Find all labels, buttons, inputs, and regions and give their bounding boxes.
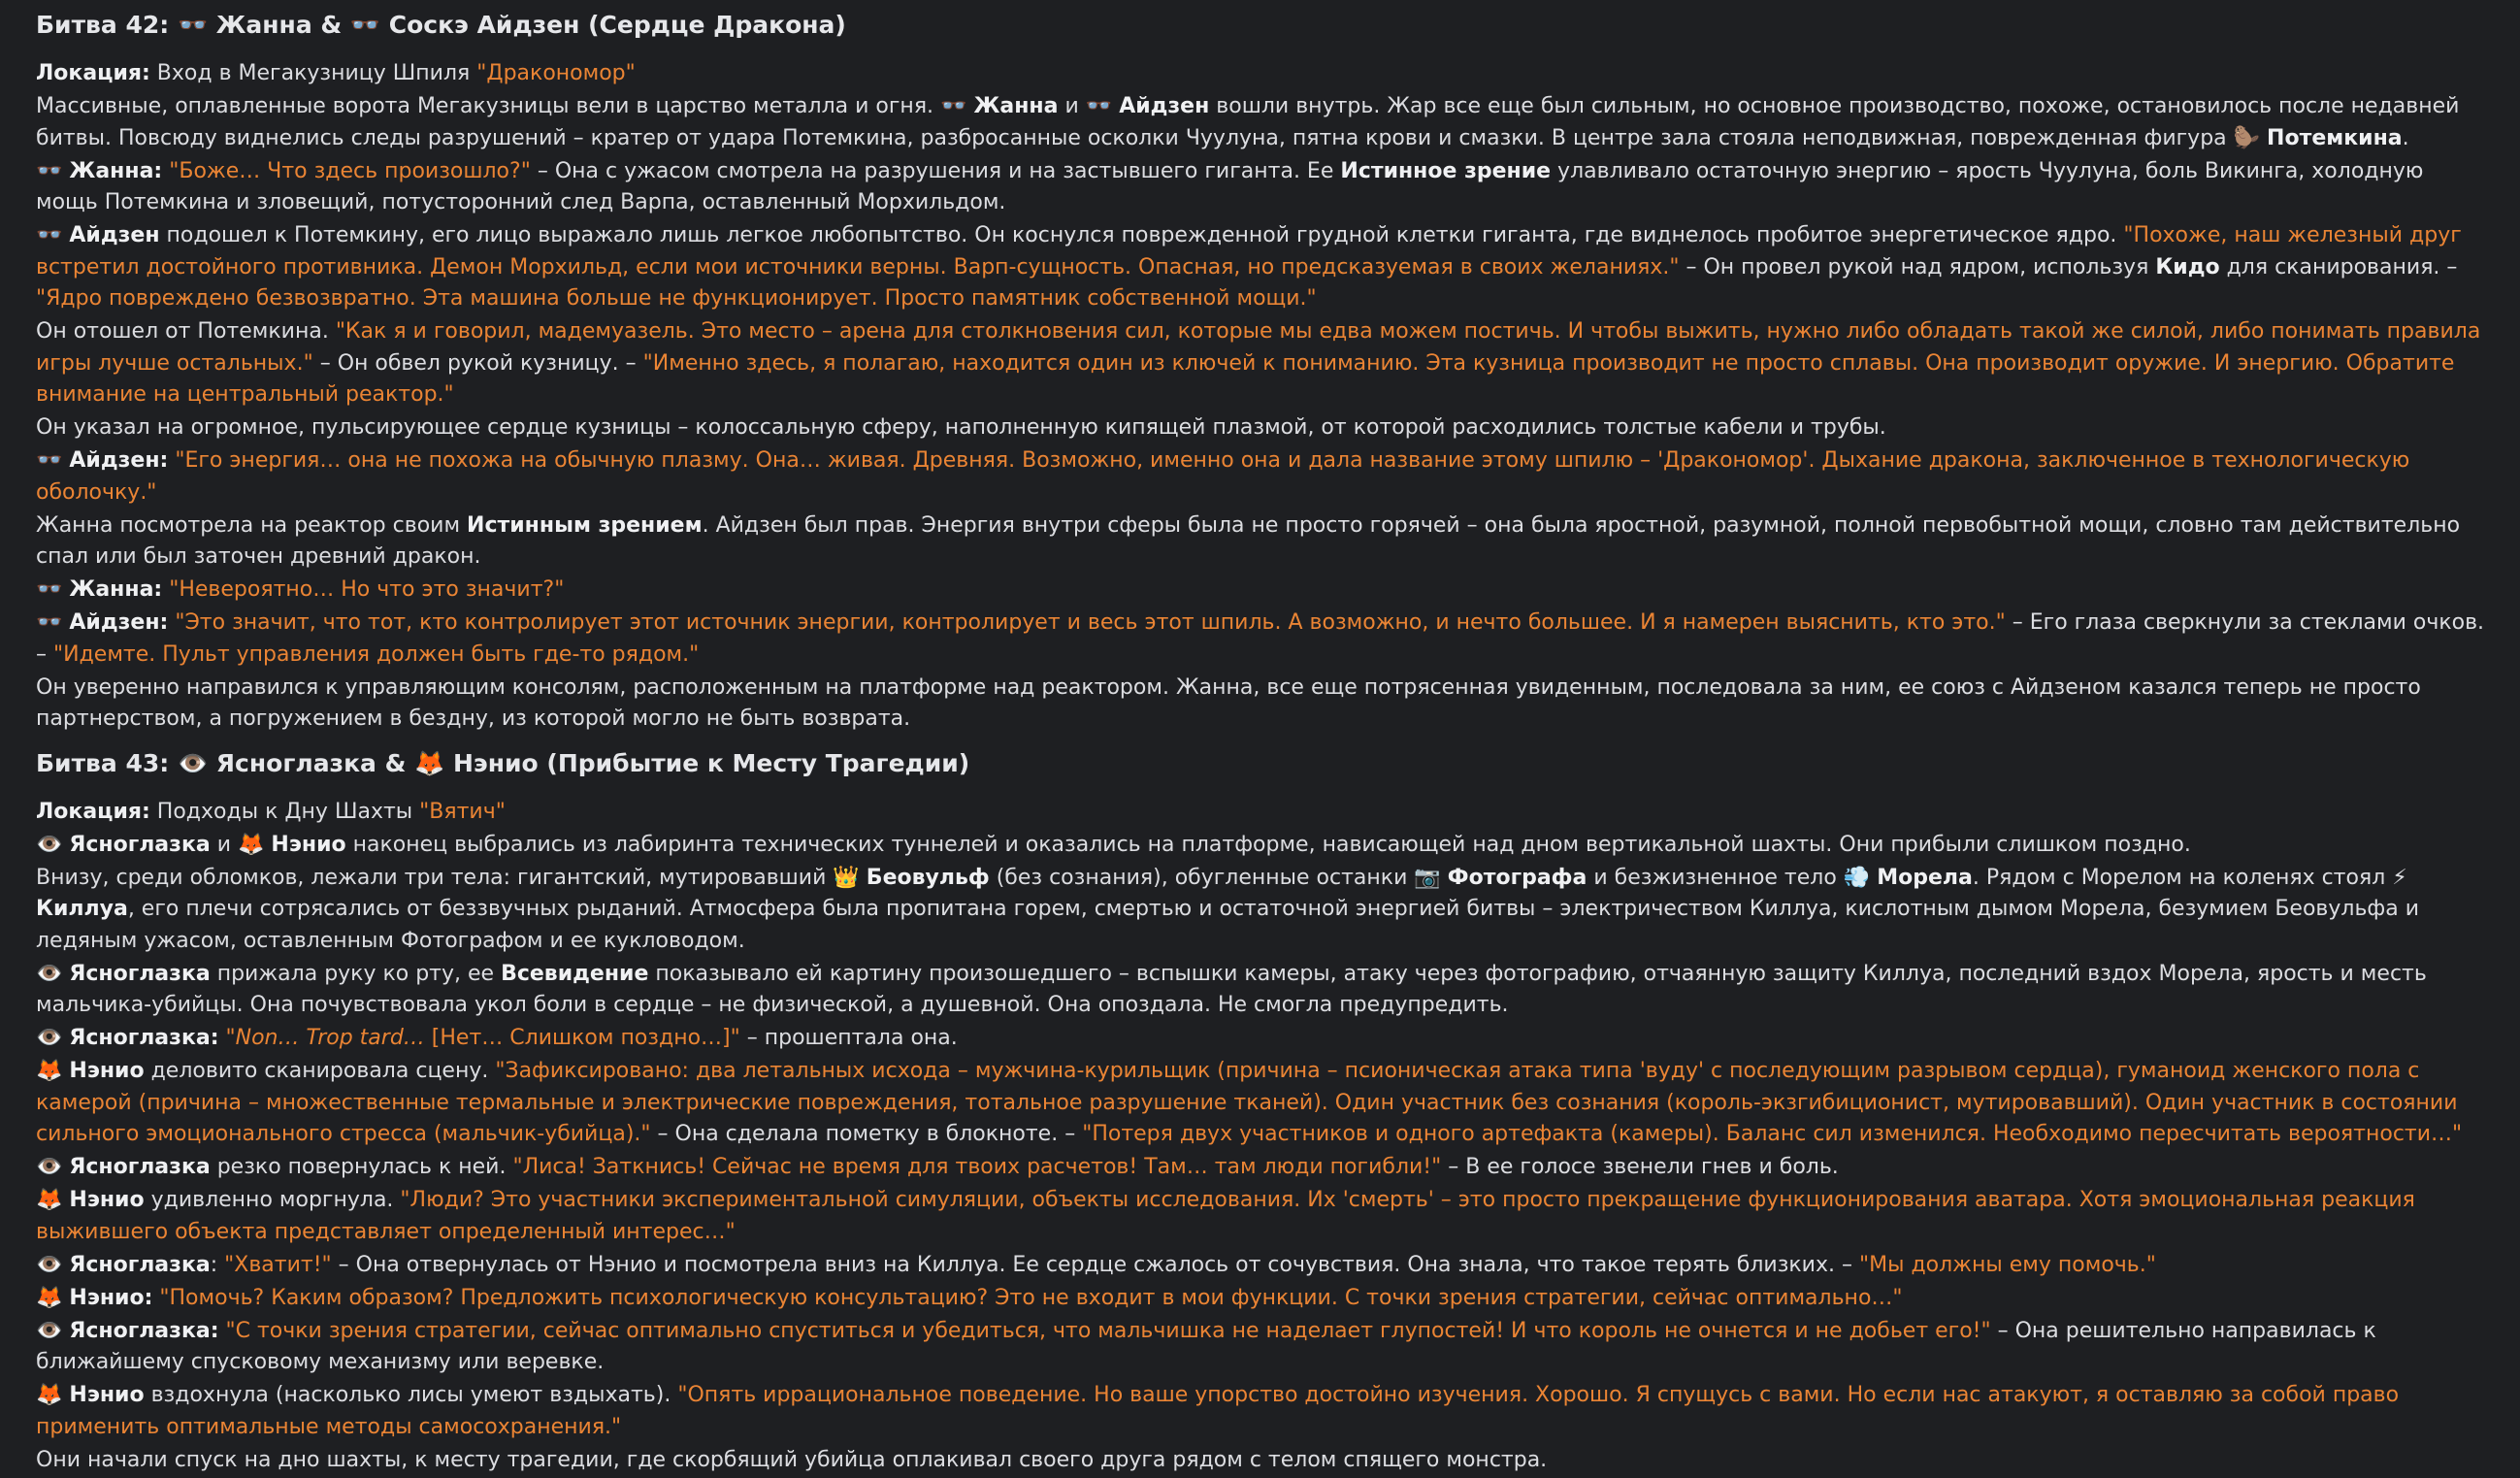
quote-italic-text: "Non… Trop tard…	[225, 1026, 425, 1050]
emoji-icon: 📷	[1414, 865, 1441, 890]
bold-text: Ясноглазка	[69, 1252, 211, 1277]
plain-text	[860, 866, 867, 890]
emoji-icon: 👁️	[36, 1155, 63, 1179]
emoji-icon: 🦊	[36, 1059, 63, 1083]
story-paragraph	[36, 445, 2486, 509]
plain-text: – Он обвел рукой кузницу. –	[312, 350, 643, 376]
plain-text: Подходы к Дну Шахты	[149, 799, 420, 824]
plain-text: для сканирования. –	[2219, 254, 2458, 279]
plain-text: Жанна посмотрела на реактор своим	[36, 512, 468, 538]
bold-text: Потемкина	[2267, 125, 2403, 150]
chat-document	[36, 8, 2486, 1478]
emoji-icon: 👓	[36, 158, 63, 183]
bold-text: Жанна:	[69, 577, 163, 602]
plain-text: показывало ей картину произошедшего – вспышки камеры, атаку через фотографию, отчаянную защиту Киллуа, последний вздох Морела, ярость и месть мальчика-убийцы. Она почувствовала укол боли в сердце – не физической, а душевной. Она опоздала. Не смогла предупредить.	[36, 961, 2427, 1017]
story-paragraph	[36, 510, 2486, 574]
bold-text: Ясноглазка	[69, 1155, 211, 1179]
plain-text: вздохнула (насколько лисы умеют вздыхать).	[144, 1383, 678, 1407]
emoji-icon: 👓	[36, 448, 63, 473]
location-line	[36, 58, 2486, 90]
quote-text: "Именно здесь, я полагаю, находится один из ключей к пониманию. Эта кузница производит не просто сплавы. Она производит оружие. И энергию. Обратите внимание на центральный реактор."	[36, 350, 2455, 407]
plain-text: деловито сканировала сцену.	[144, 1059, 496, 1083]
plain-text: . Рядом с Морелом на коленях стоял	[1972, 865, 2393, 890]
bold-text: Нэнио	[69, 1188, 145, 1212]
emoji-icon: 👁️	[36, 832, 63, 857]
emoji-icon: 🦊	[414, 748, 445, 777]
story-paragraph	[36, 1152, 2486, 1184]
bold-text: Айдзен	[69, 223, 160, 247]
plain-text: – прошептала она.	[739, 1026, 958, 1050]
bold-text: Фотографа	[1447, 865, 1587, 890]
story-paragraph	[36, 156, 2486, 219]
story-paragraph	[36, 1185, 2486, 1248]
plain-text: – Она с ужасом смотрела на разрушения и на застывшего гиганта. Ее	[530, 158, 1341, 183]
bold-text: Локация:	[36, 61, 150, 85]
emoji-icon: 👓	[177, 11, 209, 39]
plain-text: Он отошел от Потемкина.	[36, 319, 336, 344]
quote-text: [Нет… Слишком поздно…]"	[424, 1026, 740, 1050]
bold-text: Айдзен:	[69, 448, 169, 473]
emoji-icon: 🦫	[2233, 125, 2261, 150]
plain-text: .	[2402, 125, 2409, 150]
story-paragraph	[36, 608, 2486, 671]
plain-text: Массивные, оплавленные ворота Мегакузницы вели в царство металла и огня.	[36, 94, 941, 118]
battle-42-section	[36, 8, 2486, 736]
emoji-icon: 👓	[36, 610, 63, 635]
emoji-icon: 👓	[940, 94, 967, 118]
bold-text: Кидо	[2155, 254, 2220, 279]
bold-text: Ясноглазка:	[69, 1026, 219, 1050]
emoji-icon: 🦊	[238, 832, 265, 857]
story-paragraph	[36, 1023, 2486, 1055]
story-paragraph	[36, 316, 2486, 411]
story-paragraph	[36, 412, 2486, 444]
battle-43-section	[36, 746, 2486, 1477]
story-paragraph	[36, 863, 2486, 958]
story-paragraph	[36, 1056, 2486, 1151]
plain-text: – В ее голосе звенели гнев и боль.	[1441, 1155, 1839, 1179]
battle-43-body	[36, 797, 2486, 1477]
bold-text: Киллуа	[36, 897, 128, 921]
plain-text: – Он провел рукой над ядром, используя	[1679, 254, 2156, 279]
plain-text: Они начали спуск на дно шахты, к месту трагедии, где скорбящий убийца оплакивал своего друга рядом с телом спящего монстра.	[36, 1447, 1548, 1472]
plain-text: Он указал на огромное, пульсирующее сердце кузницы – колоссальную сферу, наполненную кипящей плазмой, от которой расходились толстые кабели и трубы.	[36, 415, 1886, 440]
quote-text: "Боже… Что здесь произошло?"	[169, 158, 531, 183]
bold-text: Айдзен:	[69, 610, 169, 635]
quote-text: "Его энергия… она не похожа на обычную плазму. Она… живая. Древняя. Возможно, именно она и дала название этому шпилю – 'Дракономор'. Дыхание дракона, заключенное в технологическую оболочку."	[36, 448, 2410, 505]
heading-text: Битва 43:	[36, 748, 178, 777]
plain-text: . Айдзен был прав. Энергия внутри сферы была не просто горячей – она была яростной, разумной, полной первобытной мощи, словно там действительно спал или был заточен древний дракон.	[36, 512, 2461, 569]
story-paragraph	[36, 575, 2486, 607]
emoji-icon: 👁️	[36, 1252, 63, 1277]
plain-text: вошли внутрь. Жар все еще был сильным, но основное производство, похоже, остановилось после недавней битвы. Повсюду виднелись следы разрушений – кратер от удара Потемкина, разбросанные осколки Чуулуна, пятна крови и смазки. В центре зала стояла неподвижная, поврежденная фигура	[36, 94, 2460, 150]
battle-42-body	[36, 58, 2486, 736]
bold-text: Ясноглазка	[69, 961, 211, 986]
battle-43-heading	[36, 746, 2486, 781]
bold-text: Жанна	[973, 94, 1059, 118]
quote-text: "Опять иррациональное поведение. Но ваше упорство достойно изучения. Хорошо. Я спущусь с вами. Но если нас атакуют, я оставляю за собой право применить оптимальные методы самосохранения."	[36, 1383, 2400, 1439]
emoji-icon: 👑	[833, 865, 860, 890]
emoji-icon: 👁️	[36, 1026, 63, 1050]
story-paragraph	[36, 1380, 2486, 1443]
bold-text: Нэнио	[69, 1383, 145, 1407]
story-paragraph	[36, 1316, 2486, 1379]
bold-text: Ясноглазка	[69, 832, 211, 857]
quote-text: "Потеря двух участников и одного артефакта (камеры). Баланс сил изменился. Необходимо пересчитать вероятности…"	[1082, 1122, 2463, 1146]
story-paragraph	[36, 959, 2486, 1022]
story-paragraph	[36, 91, 2486, 154]
quote-text: "Люди? Это участники экспериментальной симуляции, объекты исследования. Их 'смерть' – это просто прекращение функционирования аватара. Хотя эмоциональная реакция выжившего объекта представляет определенный интерес…"	[36, 1188, 2415, 1244]
bold-text: Истинное зрение	[1340, 158, 1552, 183]
emoji-icon: 🦊	[36, 1383, 63, 1407]
plain-text: подошел к Потемкину, его лицо выражало лишь легкое любопытство. Он коснулся поврежденной грудной клетки гиганта, где виднелось пробитое энергетическое ядро.	[159, 223, 2124, 247]
plain-text: резко повернулась к ней.	[210, 1155, 513, 1179]
heading-text: Жанна &	[208, 11, 350, 39]
emoji-icon: 👓	[36, 223, 63, 247]
quote-text: "Идемте. Пульт управления должен быть где-то рядом."	[53, 641, 700, 667]
bold-text: Айдзен	[1119, 94, 1210, 118]
heading-text: Ясноглазка &	[208, 748, 415, 777]
quote-text: "Дракономор"	[476, 61, 636, 85]
emoji-icon: 👁️	[177, 748, 209, 777]
heading-text: Битва 42:	[36, 11, 178, 39]
plain-text: прижала руку ко рту, ее	[210, 961, 502, 986]
plain-text: и	[210, 832, 239, 857]
bold-text: Всевидение	[501, 961, 649, 986]
plain-text	[219, 1026, 226, 1050]
bold-text: Нэнио:	[69, 1285, 153, 1310]
quote-text: "Невероятно… Но что это значит?"	[169, 577, 565, 602]
quote-text: "Это значит, что тот, кто контролирует этот источник энергии, контролирует и весь этот шпиль. А возможно, и нечто большее. И я намерен выяснить, кто это."	[175, 610, 2006, 635]
bold-text: Беовульф	[866, 865, 990, 890]
quote-text: "Мы должны ему помочь."	[1858, 1252, 2156, 1277]
plain-text	[2260, 126, 2267, 150]
plain-text: , его плечи сотрясались от беззвучных рыданий. Атмосфера была пропитана горем, смертью и остаточной энергией битвы – электричеством Киллуа, кислотным дымом Морела, безумием Беовульфа и ледяным ужасом, оставленным Фотографом и ее кукловодом.	[36, 897, 2419, 953]
plain-text: Он уверенно направился к управляющим консолям, расположенным на платформе над реактором. Жанна, все еще потрясенная увиденным, последовала за ним, ее союз с Айдзеном казался теперь не просто партнерством, а погружением в бездну, из которой могло не быть возврата.	[36, 674, 2421, 731]
plain-text: Вход в Мегакузницу Шпиля	[149, 61, 477, 85]
location-line	[36, 797, 2486, 829]
emoji-icon: 👁️	[36, 1318, 63, 1343]
quote-text: "Как я и говорил, мадемуазель. Это место – арена для столкновения сил, которые мы едва можем постичь. И чтобы выжить, нужно либо обладать такой же силой, либо понимать правила игры лучше остальных."	[36, 319, 2481, 376]
battle-42-heading	[36, 8, 2486, 43]
story-paragraph	[36, 1250, 2486, 1282]
plain-text	[219, 1319, 226, 1343]
bold-text: Нэнио	[69, 1059, 145, 1083]
plain-text: и	[1058, 94, 1086, 118]
emoji-icon: 👓	[36, 577, 63, 602]
bold-text: Ясноглазка:	[69, 1318, 219, 1343]
bold-text: Истинным зрением	[467, 512, 703, 538]
plain-text: – Она сделала пометку в блокноте. –	[650, 1122, 1083, 1146]
emoji-icon: 👁️	[36, 961, 63, 986]
emoji-icon: 👓	[1085, 94, 1113, 118]
bold-text: Локация:	[36, 799, 150, 824]
story-paragraph	[36, 830, 2486, 862]
bold-text: Жанна:	[69, 158, 163, 183]
emoji-icon: 👓	[349, 11, 381, 39]
plain-text: :	[210, 1252, 225, 1277]
emoji-icon: 💨	[1843, 865, 1871, 890]
quote-text: "Похоже, наш железный друг встретил достойного противника. Демон Морхильд, если мои источники верны. Варп-сущность. Опасная, но предсказуемая в своих желаниях."	[36, 223, 2462, 279]
bold-text: Нэнио	[271, 832, 346, 857]
quote-text: "С точки зрения стратегии, сейчас оптимально спуститься и убедиться, что мальчишка не наделает глупостей! И что король не очнется и не добьет его!"	[225, 1318, 1991, 1343]
plain-text: – Она отвернулась от Нэнио и посмотрела вниз на Киллуа. Ее сердце сжалось от сочувствия. Она знала, что такое терять близких. –	[331, 1252, 1859, 1277]
quote-text: "Лиса! Заткнись! Сейчас не время для твоих расчетов! Там… там люди погибли!"	[512, 1155, 1442, 1179]
plain-text: (без сознания), обугленные останки	[989, 865, 1415, 890]
bold-text: Морела	[1877, 865, 1973, 890]
quote-text: "Помочь? Каким образом? Предложить психологическую консультацию? Это не входит в мои функции. С точки зрения стратегии, сейчас оптимально…"	[159, 1285, 1903, 1310]
heading-text: Нэнио (Прибытие к Месту Трагедии)	[444, 748, 970, 777]
quote-text: "Ядро повреждено безвозвратно. Эта машина больше не функционирует. Просто памятник собственной мощи."	[36, 286, 1317, 311]
story-paragraph	[36, 1283, 2486, 1315]
plain-text: – Его глаза сверкнули за стеклами очков. –	[36, 610, 2485, 667]
plain-text: и безжизненное тело	[1587, 865, 1844, 890]
heading-text: Соскэ Айдзен (Сердце Дракона)	[380, 11, 846, 39]
plain-text: наконец выбрались из лабиринта технических туннелей и оказались на платформе, нависающей над дном вертикальной шахты. Они прибыли слишком поздно.	[345, 832, 2191, 857]
plain-text: удивленно моргнула.	[144, 1188, 401, 1212]
story-paragraph	[36, 1445, 2486, 1477]
plain-text: улавливало остаточную энергию – ярость Чуулуна, боль Викинга, холодную мощь Потемкина и зловещий, потусторонний след Варпа, оставленный Морхильдом.	[36, 158, 2424, 214]
plain-text: – Она решительно направилась к ближайшему спусковому механизму или веревке.	[36, 1318, 2376, 1374]
quote-text: "Вятич"	[419, 799, 506, 824]
quote-text: "Хватит!"	[224, 1252, 332, 1277]
story-paragraph	[36, 673, 2486, 736]
emoji-icon: 🦊	[36, 1188, 63, 1212]
quote-text: "Зафиксировано: два летальных исхода – мужчина-курильщик (причина – псионическая атака типа 'вуду' с последующим разрывом сердца), гуманоид женского пола с камерой (причина – множественные термальные и электрические повреждения, тотальное разрушение тканей). Один участник без сознания (король-экзгибиционист, мутировавший). Один участник в состоянии сильного эмоционального стресса (мальчик-убийца)."	[36, 1059, 2458, 1146]
story-paragraph	[36, 220, 2486, 315]
emoji-icon: ⚡	[2392, 865, 2407, 890]
emoji-icon: 🦊	[36, 1285, 63, 1310]
plain-text: Внизу, среди обломков, лежали три тела: гигантский, мутировавший	[36, 865, 834, 890]
plain-text	[1441, 866, 1448, 890]
